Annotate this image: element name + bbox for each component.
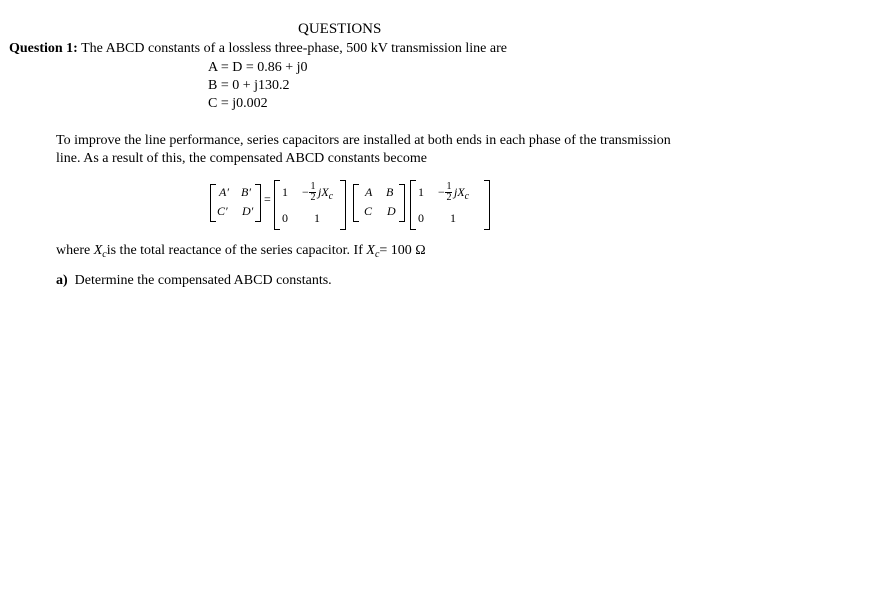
matrix-entry-d: D — [387, 204, 396, 218]
part-a — [56, 272, 332, 290]
matrix-entry-c: C — [364, 204, 373, 218]
half-numerator: 1 — [446, 181, 452, 192]
matrix-entry-one: 1 — [314, 211, 320, 225]
bracket-left — [353, 184, 359, 222]
jxc-term: $jX_c$ — [318, 185, 334, 202]
matrix-entry-c-prime: C′ — [217, 204, 228, 218]
constant-b: B = 0 + j130.2 — [208, 78, 290, 93]
matrix-entry-b: B — [386, 185, 394, 199]
minus-sign: − — [438, 185, 445, 199]
half-numerator: 1 — [310, 181, 316, 192]
matrix-entry-zero: 0 — [282, 211, 288, 225]
question-intro-line — [9, 40, 507, 58]
bracket-right — [484, 180, 490, 230]
matrix-equation — [205, 180, 495, 230]
matrix-entry-a: A — [365, 185, 373, 199]
bracket-left — [210, 184, 216, 222]
where-line: where $X_cis$ the total reactance of the series capacitor. If $X_c= 100$ Ω — [56, 243, 426, 260]
matrix-entry-d-prime: D′ — [242, 204, 254, 218]
part-a-label: a) — [56, 273, 68, 288]
constant-c: C = j0.002 — [208, 96, 268, 111]
matrix-entry-one: 1 — [418, 185, 424, 199]
half-denominator: 2 — [310, 192, 316, 203]
bracket-right — [399, 184, 405, 222]
matrix-entry-b-prime: B′ — [241, 185, 251, 199]
question-label: Question 1: — [9, 41, 78, 56]
bracket-left — [410, 180, 416, 230]
bracket-left — [274, 180, 280, 230]
equals-sign: = — [264, 192, 271, 206]
page-title: QUESTIONS — [298, 21, 382, 37]
half-denominator: 2 — [446, 192, 452, 203]
part-a-text: Determine the compensated ABCD constants. — [74, 273, 332, 288]
matrix-entry-one: 1 — [282, 185, 288, 199]
bracket-right — [340, 180, 346, 230]
paragraph-series-capacitors: To improve the line performance, series capacitors are installed at both ends in each phase of the transmission line. As a result of this, the compensated ABCD constants become — [56, 133, 671, 166]
minus-sign: − — [302, 185, 309, 199]
jxc-term: $jX_c$ — [454, 185, 470, 202]
question-intro: The ABCD constants of a lossless three-phase, 500 kV transmission line are — [81, 41, 507, 56]
matrix-entry-one: 1 — [450, 211, 456, 225]
constant-ad: A = D = 0.86 + j0 — [208, 60, 308, 75]
matrix-entry-zero: 0 — [418, 211, 424, 225]
matrix-entry-a-prime: A′ — [219, 185, 229, 199]
bracket-right — [255, 184, 261, 222]
